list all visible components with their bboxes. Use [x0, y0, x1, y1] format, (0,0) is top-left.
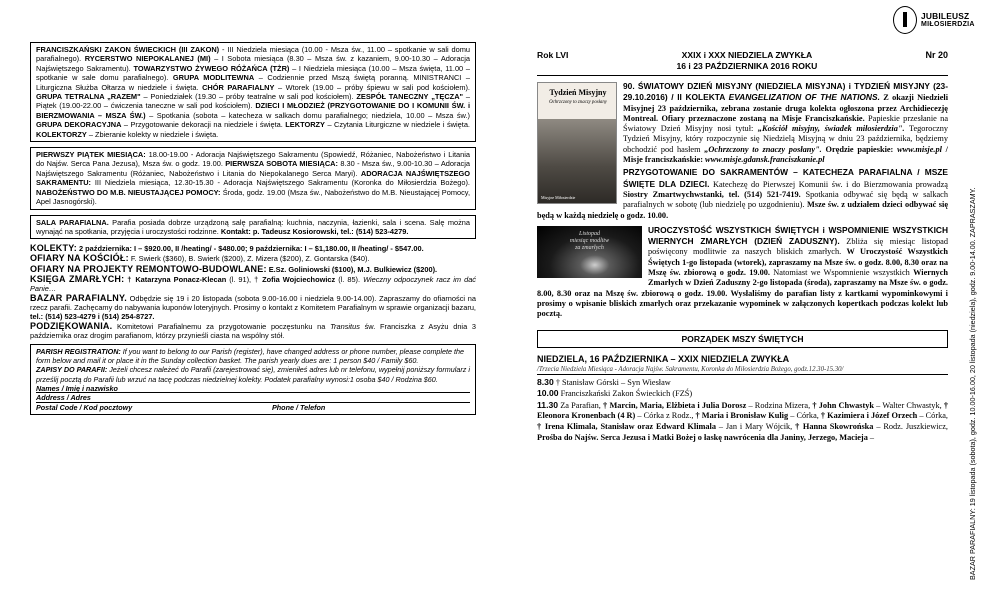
book-of-dead	[30, 275, 476, 293]
mass-intention: Franciszkański Zakon Świeckich (FZŚ)	[560, 389, 693, 399]
all-saints-text: Zbliża się miesiąc listopad poświęcony modlitwie za naszych bliskich zmarłych.	[648, 237, 948, 257]
mass-intention: – Jan i Mary Wójcik,	[716, 421, 796, 431]
bazaar	[30, 294, 476, 321]
parish-groups-box	[30, 42, 476, 142]
church-offerings	[30, 254, 476, 263]
year-label: Rok LVI	[537, 50, 569, 60]
mass-intention: –	[867, 432, 875, 442]
mass-intention-name: † Kazimiera i Józef Orzech	[820, 411, 918, 421]
group-text: – I Sobota miesiąca (8.30 – Msza św. z kazaniem, 9.00-10.30 – Adoracja Najświętszego Sakramentu).	[36, 54, 471, 73]
mission-link-label: Orędzie papieskie:	[821, 144, 898, 154]
bulletin-title-line1: XXIX i XXX NIEDZIELA ZWYKŁA	[681, 50, 813, 60]
mission-image-subtitle: Ochrzczony to znaczy posłany	[549, 100, 607, 105]
mass-intention: – Córka,	[788, 411, 821, 421]
candle-line-1: Listopad	[578, 230, 600, 237]
mass-schedule-heading: PORZĄDEK MSZY ŚWIĘTYCH	[537, 330, 948, 348]
mass-intention-name: Prośba do Najśw. Serca Jezusa i Matki Bożej o łaskę nawrócenia dla Janiny, Jerzego, Macieja	[537, 432, 868, 442]
registration-form	[30, 344, 476, 415]
catechesis-text: Spotkania odbywać się będą w salkach parafialnych w sobotę (lub niedzielę po uzgodnieniu).	[623, 189, 948, 210]
mission-week-image	[537, 82, 617, 204]
mass-time: 11.30	[537, 399, 559, 410]
all-saints-title: UROCZYSTOŚĆ WSZYSTKICH ŚWIĘTYCH i WSPOMNIENIE WSZYSTKICH WIERNYCH ZMARŁYCH (DZIEŃ ZADUSZNY).	[648, 224, 948, 247]
deceased-name: Zofia Wojciechowicz	[262, 274, 336, 284]
hall-text: Parafia posiada dobrze urządzoną salę parafialną: kuchnia, naczynia, łazienki, sala i scena. Salę można wynająć na spotkania, przyjęcia i uroczystości rodzinne.	[36, 217, 470, 236]
mass-intention: – Córka,	[917, 411, 948, 421]
mission-title: 90. ŚWIATOWY DZIEŃ MISYJNY (NIEDZIELA MISYJNA) i TYDZIEŃ MISYJNY (23-29.10.2016) / II KOLEKTA	[623, 81, 948, 103]
thanks	[30, 322, 476, 340]
parish-hall-box	[30, 215, 476, 240]
mission-text: Tegoroczny Tydzień Misyjny, który rozpoczynie się Niedzielą Misyjną w dniu 23 października, będziemy obchodzić pod hasłem	[623, 124, 948, 154]
all-saints-masses: W Uroczystość Wszystkich Świętych 1-go listopada (wtorek), zapraszamy na Msze św. o godz. 8.00, 8.30 oraz na Mszę św. zbiorową o godz. 19.00.	[648, 247, 948, 278]
mass-intention: – Rodz. Juszkiewicz,	[873, 421, 948, 431]
mass-intention-name: † Maria i Bronisław Kulig	[695, 411, 789, 421]
all-saints-text: Natomiast we Wspomnienie wszystkich	[769, 268, 914, 278]
mission-text-bold: Z okazji Niedzieli Misyjnej 23 października, zebrana zostanie druga kolekta ogłoszona przez Archidiecezję Montreal. Ofiary przeznaczone zostaną na Misje Franciszkańskie.	[623, 93, 948, 123]
mass-time: 10.00	[537, 388, 559, 399]
november-candle-image	[537, 226, 642, 278]
adoration: ADORACJA NAJŚWIĘTSZEGO SAKRAMENTU:	[36, 168, 470, 188]
offerings-heading: OFIARY NA KOŚCIÓŁ:	[30, 253, 129, 264]
group-collectors: KOLEKTORZY	[36, 129, 87, 139]
catechesis-contact: Siostry Zmartwychwstanki, tel. (514) 521-7419.	[623, 189, 801, 199]
renovation-offerings	[30, 265, 476, 274]
group-decor: GRUPA DEKORACYJNA	[36, 120, 122, 130]
mass-entry	[537, 388, 948, 400]
eternal-rest: Wieczny odpoczynek racz im dać Panie…	[30, 274, 476, 293]
group-text: – Piątek (19.00-22.00 – ćwiczenia taneczne w sali pod kościołem).	[36, 92, 471, 111]
candle-line-3: za zmarłych	[575, 244, 604, 251]
sunday-heading: NIEDZIELA, 16 PAŹDZIERNIKA – XXIX NIEDZIELA ZWYKŁA	[537, 353, 790, 364]
mass-intention: – Rodzina Mizera,	[746, 400, 813, 410]
group-lectors: LEKTORZY	[285, 120, 325, 130]
jubilee-logo	[893, 3, 973, 37]
mass-intention: – Córka z Rodz.,	[635, 411, 696, 421]
first-saturday: PIERWSZA SOBOTA MIESIĄCA:	[225, 159, 338, 169]
mass-entry	[537, 377, 948, 389]
registration-en-heading: PARISH REGISTRATION:	[36, 347, 121, 357]
catechesis-title: PRZYGOTOWANIE DO SAKRAMENTÓW – KATECHEZA PARAFIALNA / MSZE ŚWIĘTE DLA DZIECI.	[623, 167, 948, 189]
novena: NABOŻEŃSTWO DO M.B. NIEUSTAJĄCEJ POMOCY:	[36, 187, 221, 197]
phone-field[interactable]: Phone / Telefon	[272, 402, 326, 412]
service-text: Środa, godz. 19.00 (Msza św., Nabożeństwo do M.B. Nieustającej Pomocy, Apel Jasnogórski).	[36, 187, 471, 207]
collections-heading: KOLEKTY:	[30, 243, 77, 254]
monthly-services-box	[30, 147, 476, 209]
group-text: - III Niedziela miesiąca (10.00 - Msza św., 11.00 – spotkanie w sali domu parafialnego).	[36, 45, 470, 64]
mass-intention: Za Parafian,	[560, 400, 604, 410]
mass-intention-name: † Hanna Skowrońska	[795, 421, 874, 431]
thanks-transitus: Transitus	[330, 322, 360, 332]
group-youth: DZIECI I MŁODZIEŻ (PRZYGOTOWANIE DO I KOMUNII ŚW. i BIERZMOWANIA – MSZA ŚW.)	[36, 101, 470, 120]
logo-line-1: JUBILEUSZ	[921, 11, 970, 21]
mass-intention-name: † Irena Klimala, Stanisław oraz Edward Klimala	[537, 421, 717, 431]
first-friday: PIERWSZY PIĄTEK MIESIĄCA:	[36, 150, 146, 160]
mission-text: Papieskie przesłanie na Światowy Dzień Misyjny nosi tytuł:	[623, 113, 949, 134]
group-mi: RYCERSTWO NIEPOKALANEJ (MI)	[84, 54, 211, 64]
registration-en	[36, 347, 470, 365]
header-divider	[537, 75, 948, 76]
mass-intention: † Stanisław Górski – Syn Wiesław	[555, 377, 671, 387]
issue-number: Nr 20	[925, 50, 948, 60]
mission-link-franciszkanie[interactable]: www.misje.gdansk.franciszkanie.pl	[705, 155, 825, 165]
mission-link-misje[interactable]: www.misje.pl	[897, 144, 942, 154]
candle-image-text	[541, 231, 638, 252]
mass-time: 8.30	[537, 376, 554, 387]
bulletin-title	[676, 50, 817, 72]
postal-code-field[interactable]: Postal Code / Kod pocztowy	[36, 402, 133, 412]
registration-pl-heading: ZAPISY DO PARAFII:	[36, 365, 108, 375]
thanks-heading: PODZIĘKOWANIA.	[30, 321, 113, 332]
bazaar-text: Odbędzie się 19 i 20 listopada (sobota 9.00-16.00 i niedziela 9.00-14.00). Zapraszamy do ofiarności na rzecz parafii. Zachęcamy do nabywania kuponów loteryjnych. Prosimy o kontakt z Komitetem Parafialnym w sprawie organizacji bazaru,	[30, 293, 476, 312]
mission-quote-1: „Kościół misyjny, świadek miłosierdzia".	[757, 124, 905, 134]
mass-intention-name: † Marcin, Maria, Elżbieta i Julia Dorosz	[603, 400, 747, 410]
group-text: – Przygotowanie dekoracji na niedziele i święta.	[121, 120, 286, 130]
vertical-bazaar-banner: BAZAR PARAFIALNY: 19 listopada (sobota), godz. 10.00-16.00, 20 listopada (niedziela), godz. 9.00-14.00. ZAPRASZAMY.	[968, 187, 977, 580]
bulletin-title-line2: 16 i 23 PAŹDZIERNIKA 2016 ROKU	[676, 61, 818, 71]
mission-quote-2: „Ochrzczony to znaczy posłany".	[704, 144, 822, 154]
group-tzr: TOWARZYSTWO ŻYWEGO RÓŻAŃCA (TŻR)	[133, 63, 290, 73]
postal-phone-row	[36, 403, 470, 413]
deceased-name: † Katarzyna Ponacz-Klecan	[124, 274, 227, 284]
mission-link-label: / Misje franciszkańskie:	[623, 144, 948, 165]
all-souls-masses: Wiernych Zmarłych w Dzień Zaduszny 2-go listopada (środa), zapraszamy na Msze św. o godz. 8.00, 8.30 oraz na Mszę św. zbiorową o godz. 19.00. Wysłaliśmy do parafian listy z kartkami wypominkowymi i prosimy o wpisanie bliskich zmarłych oraz przekazanie wypominek w załączonych kopertkach podczas kolekt lub pocztą.	[537, 268, 949, 319]
mass-entry	[537, 400, 948, 443]
hall-contact: Kontakt: p. Tadeusz Kosiorowski, tel.: (514) 523-4279.	[220, 226, 409, 236]
mass-intention-name: † John Chwastyk	[812, 400, 874, 410]
hall-heading: SALA PARAFIALNA.	[36, 217, 109, 227]
service-text: 8.30 - Msza św., 9.00-10.30 – Adoracja Najświętszego Sakramentu (Różaniec, Nabożeństwo i Litania do Niepokalanego Serca Maryi).	[36, 159, 471, 178]
jubilee-emblem-icon	[893, 6, 917, 34]
mission-image-bottom: Misyjne Miłosierdzie	[541, 195, 576, 200]
service-text: 18.00-19.00 - Adoracja Najświętszego Sakramentu (Spowiedź, Różaniec, Nabożeństwo i Litania do Najśw. Serca Pana Jezusa), Msza św. o godz. 19.00.	[36, 150, 470, 169]
address-field[interactable]: Address / Adres	[36, 393, 470, 403]
renovation-text: E.Sz. Goliniowski ($100), M.J. Bulkiewicz ($200).	[266, 264, 438, 274]
sunday-subheading: /Trzecia Niedziela Miesiąca - Adoracja Najśw. Sakramentu, Koronka do Miłosierdzia Bożego, godz.12.30-15.30/	[537, 365, 948, 375]
mission-image-title: Tydzień Misyjny	[549, 88, 607, 97]
group-choir: CHÓR PARAFIALNY	[202, 82, 275, 92]
registration-pl	[36, 365, 470, 383]
group-text: – Wtorek (19.00 – próby śpiewu w sali pod kościołem).	[274, 82, 470, 92]
group-theatre: GRUPA TETRALNA „RAZEM"	[36, 92, 141, 102]
offerings-text: F. Swierk ($360), B. Swierk ($200), Z. Mizera ($200), Z. Gontarska ($40).	[128, 254, 370, 264]
group-text: – Codziennie przed Mszą świętą poranną. MINISTRANCI – Liturgiczna Służba Ołtarza w niedziele i święta.	[36, 73, 471, 92]
mass-intention: – Walter Chwastyk,	[873, 400, 944, 410]
book-heading: KSIĘGA ZMARŁYCH:	[30, 273, 125, 284]
candle-line-2: miesiąc modlitw	[569, 237, 610, 244]
group-text: – I Niedziela miesiąca (10.00 – Msza święta, 11.00 – spotkanie w sale domu parafialnego).	[36, 63, 470, 83]
thanks-text: Komitetowi Parafialnemu za przygotowanie poczęstunku na	[112, 322, 331, 332]
service-text: III Niedziela miesiąca, 12.30-15.30 - Adoracja Najświętszego Sakramentu (Koronka do Miłosierdzia Bożego).	[91, 178, 470, 188]
bulletin-header	[537, 50, 948, 72]
registration-pl-text: Jeżeli chcesz należeć do Parafii (zarejestrować się), zmieniłeś adres lub nr telefonu, wypełnij poniższy formularz i prześlij pocztą do Parafii lub wrzuć na tacę podczas niedzielnej kolekty. Podatek parafialny wynosi:1 osoba $40 / Rodzina $60.	[36, 365, 470, 384]
registration-en-text: If you want to belong to our Parish (register), have changed address or phone number, please complete the form below and mail it or place it in the Sunday collection basket. The parish yearly dues are: 1 person $40 / Family $60.	[36, 347, 465, 366]
left-column	[30, 42, 476, 415]
bazaar-phone: tel.: (514) 523-4279 i (514) 254-8727.	[30, 311, 155, 321]
deceased-age: (l. 85).	[335, 274, 364, 284]
right-column	[537, 42, 948, 443]
catechesis-text: Katechezę do Pierwszej Komunii św. i do Bierzmowania prowadzą	[709, 179, 948, 189]
group-fzs: FRANCISZKAŃSKI ZAKON ŚWIECKICH (III ZAKON)	[36, 45, 220, 54]
group-text: – Czytania Liturgiczne w niedziele i święta.	[325, 120, 470, 130]
renovation-heading: OFIARY NA PROJEKTY REMONTOWO-BUDOWLANE:	[30, 263, 267, 274]
bazaar-heading: BAZAR PARAFIALNY.	[30, 292, 127, 303]
all-saints-section	[537, 225, 948, 320]
catechesis-masses: Msze św. z udziałem dzieci odbywać się będą w każdą niedzielę o godz. 10.00.	[537, 200, 949, 220]
group-text: – Spotkania (sobota – katecheza w salkach domu parafialnego; niedziela, 10.00 – Msza św.)	[145, 110, 470, 120]
group-prayer: GRUPA MODLITEWNA	[172, 73, 255, 83]
mission-title-italic: EVANGELIZATION OF THE NATIONS.	[728, 92, 880, 103]
name-field[interactable]: Names / Imię i nazwisko	[36, 384, 470, 394]
group-text: – Zbieranie kolekty w niedziele i święta.	[86, 129, 219, 139]
group-dance: ZESPÓŁ TANECZNY „TĘCZA"	[356, 92, 464, 102]
deceased-age: (l. 91), †	[226, 274, 263, 284]
collections-text: 2 października: I – $920.00, II /heating/ - $480.00; 9 października: I – $1,180.00, II /heating/ - $547.00.	[76, 244, 424, 254]
logo-line-2: MIŁOSIERDZIA	[921, 21, 975, 28]
thanks-text: św. Franciszka z Asyżu dnia 3 października oraz drogim parafianom, którzy przynieśli ciasta na wspólny stół.	[30, 322, 476, 341]
mass-intention-name: † Eleonora Kronenbach (4 R)	[537, 400, 948, 421]
group-text: – Poniedziałek (19.30 – próby teatralne w sali pod kościołem).	[140, 92, 357, 102]
